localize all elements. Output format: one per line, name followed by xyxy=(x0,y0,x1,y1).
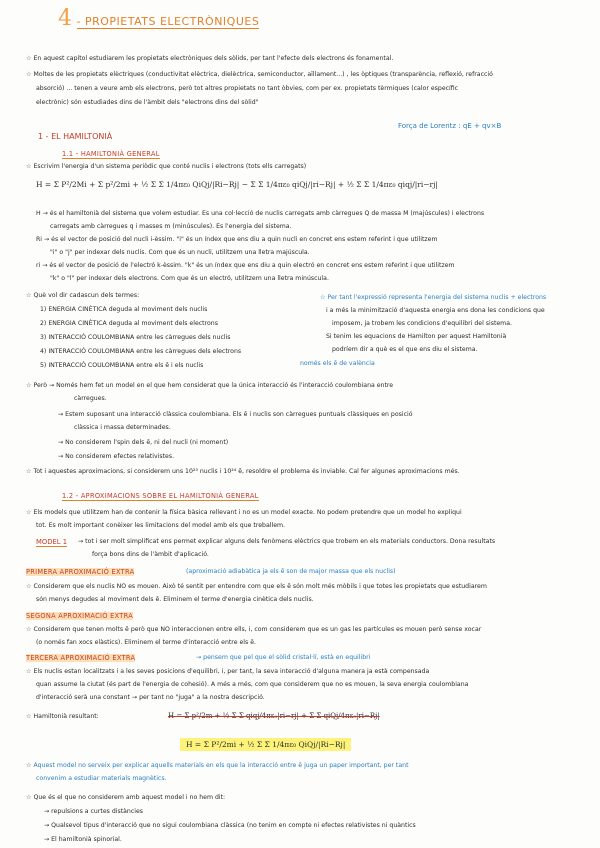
intro-line-1: ☆ En aquest capítol estudiarem les propietats electròniques dels sòlids, per tant l'efecte dels electrons és fonamental. xyxy=(26,55,394,62)
term-1: 1) ENERGIA CINÈTICA deguda al moviment dels nuclis xyxy=(40,306,208,313)
term-2: 2) ENERGIA CINÈTICA deguda al moviment dels electrons xyxy=(40,320,218,327)
def-line-1: H → és el hamiltonià del sistema que volem estudiar. Es una col·lecció de nuclis carregats amb càrregues Q de massa M (majúscules) i electrons xyxy=(36,210,485,217)
valence-note: només els ē de valència xyxy=(300,360,375,367)
section-1-title: 1 - EL HAMILTONIÀ xyxy=(38,132,113,141)
aprox1-note: (aproximació adiabàtica ja els ē son de major massa que els nuclis) xyxy=(186,568,396,575)
def-line-6: "k" o "l" per indexar dels electrons. Com que és un electró, utilitzem una lletra minúscula. xyxy=(50,275,329,282)
terms-note-5: podríem dir a què es el que ens diu el sistema. xyxy=(332,346,478,353)
aprox2-line-2: (o només fan xocs elàstics). Eliminem el terme d'interacció entre els ē. xyxy=(36,639,256,646)
terms-note-1: ☆ Per tant l'expressió representa l'energia del sistema nuclis + electrons xyxy=(320,294,547,301)
terms-intro: ☆ Què vol dir cadascun dels termes: xyxy=(26,292,140,299)
def-line-4: "i" o "j" per indexar dels nuclis. Com que és un nucli, utilitzem una lletra majúscula. xyxy=(50,249,310,256)
def-line-3: Ri → és el vector de posició del nucli i-èssim. "i" és un índex que ens diu a quin nucli en concret ens estem referint i que utilitzem xyxy=(36,236,438,243)
ham-final-formula: H = Σ P²/2mi + ½ Σ Σ 1/4πε₀ QiQj/|Ri−Rj| xyxy=(180,738,351,751)
terms-note-3: imposem, ja trobem les condicions d'equilibri del sistema. xyxy=(332,320,512,327)
total-line: ☆ Tot i aquestes aproximacions, si considerem uns 10²³ nuclis i 10²⁴ ē, resoldre el problema és inviable. Cal fer algunes aproximacions més. xyxy=(26,468,460,475)
pero-line-5: → No considerem l'spin dels ē, ni del nucli (ni moment) xyxy=(58,439,229,446)
sec12-line-1: ☆ Els models que utilitzem han de contenir la física bàsica rellevant i no es un model exacte. No podem pretendre que un model ho expliqui xyxy=(26,509,462,516)
model1-line-2: força bons dins de l'àmbit d'aplicació. xyxy=(92,551,209,558)
ignore-item-3: → El hamiltonià spinorial. xyxy=(44,836,122,843)
intro-line-4: electrònic) són estudiades dins de l'àmbit dels "electrons dins del sòlid" xyxy=(36,99,259,106)
aprox1-line-1: ☆ Considerem que els nuclis NO es mouen. Això té sentit per entendre com que els ē són molt més mòbils i que totes les propietats que estudiarem xyxy=(26,583,487,590)
intro-line-2: ☆ Moltes de les propietats elèctriques (conductivitat elèctrica, dielèctrica, semiconductor, aïllament...) , les òptiques (transparència, reflexió, refracció xyxy=(26,71,493,78)
ignore-item-2: → Qualsevol tipus d'interacció que no sigui coulombiana clàssica (no tenim en compte ni efectes relativistes ni quàntics xyxy=(44,822,416,829)
concl-line-2: convenim a estudiar materials magnètics. xyxy=(36,775,167,782)
model1-line-1: → tot i ser molt simplificat ens permet explicar alguns dels fenòmens elèctrics que trobem en els materials conductors. Dona resultats xyxy=(78,538,496,545)
concl-line-1: ☆ Aquest model no serveix per explicar aquells materials en els que la interacció entre ē juga un paper important, per tant xyxy=(26,762,409,769)
aprox3-line-3: d'interacció serà una constant → per tant no "juga" a la nostra descripció. xyxy=(36,694,265,701)
ignore-item-1: → repulsions a curtes distàncies xyxy=(44,808,143,815)
ham-intro: ☆ Escrivim l'energia d'un sistema periòdic que conté nuclis i electrons (tots ells carregats) xyxy=(26,163,307,170)
hamiltonian-formula: H = Σ P²/2Mi + Σ p²/2mi + ½ Σ Σ 1/4πε₀ QiQj/|Ri−Rj| − Σ Σ 1/4πε₀ qiQj/|ri−Rj| + ½ Σ Σ 1/4πε₀ qiqj/|ri−rj| xyxy=(36,180,438,189)
aprox1-title: PRIMERA APROXIMACIÓ EXTRA xyxy=(26,568,135,576)
pero-line-1: ☆ Però → Només hem fet un model en el que hem considerat que la única interacció és l'interacció coulombiana entre xyxy=(26,382,394,389)
terms-note-4: Si tenim les equacions de Hamilton per aquest Hamiltonià xyxy=(326,333,507,340)
ham-result-formula: H = Σ p²/2m + ½ Σ Σ qiqj/4πε₀|ri−rj| + Σ Σ qiQj/4πε₀|ri−Rj| xyxy=(168,712,380,720)
ignore-intro: ☆ Que és el que no considerem amb aquest model i no hem dit: xyxy=(26,794,226,801)
aprox1-line-2: són menys degudes al moviment dels ē. Eliminem el terme d'energia cinètica dels nuclis. xyxy=(36,596,314,603)
title-text: - PROPIETATS ELECTRÒNIQUES xyxy=(76,15,260,28)
aprox2-title: SEGONA APROXIMACIÓ EXTRA xyxy=(26,612,134,620)
model1-label: MODEL 1 xyxy=(36,538,68,546)
aprox3-line-1: ☆ Els nuclis estan localitzats i a les seves posicions d'equilibri, i, per tant, la seva interacció d'alguna manera ja està compensada xyxy=(26,668,430,675)
pero-line-4: clàssica i massa determinades. xyxy=(74,424,171,431)
page-title xyxy=(58,6,259,31)
terms-note-2: i a més la minimització d'aquesta energia ens dona les condicions que xyxy=(326,307,545,314)
pero-line-6: → No considerem efectes relativistes. xyxy=(58,453,175,460)
aprox2-line-1: ☆ Considerem que tenen molts ē però que NO interaccionen entre ells, i, com considerem que es un gas les partícules es mouen però sense xocar xyxy=(26,626,482,633)
def-line-5: ri → és el vector de posició de l'electró k-èssim. "k" és un índex que ens diu a quin electró en concret ens estem referint i que utilitzem xyxy=(36,262,455,269)
pero-line-3: → Estem suposant una interacció clàssica coulombiana. Els ē i nuclis son càrregues puntuals clàssiques en posició xyxy=(58,411,413,418)
term-3: 3) INTERACCIÓ COULOMBIANA entre les càrregues dels nuclis xyxy=(40,334,231,341)
ham-result-label: ☆ Hamiltonià resultant: xyxy=(26,713,99,720)
lorentz-note: Força de Lorentz : qE + qv×B xyxy=(398,122,502,130)
def-line-2: carregats amb càrregues q i masses m (minúscules). Es l'energia del sistema. xyxy=(50,223,292,230)
pero-line-2: càrregues. xyxy=(74,395,107,402)
aprox3-title: TERCERA APROXIMACIÓ EXTRA xyxy=(26,654,136,662)
sec12-line-2: tot. Es molt important conèixer les limitacions del model amb els que treballem. xyxy=(36,522,285,529)
aprox3-line-2: quan assume la ciutat (és part de l'energia de cohesió). A més a més, com que considerem que no es mouen, la seva energia coulombiana xyxy=(36,681,469,688)
section-1-1-title: 1.1 - HAMILTONIÀ GENERAL xyxy=(62,150,160,158)
term-5: 5) INTERACCIÓ COULOMBIANA entre els ē i els nuclis xyxy=(40,362,204,369)
section-1-2-title: 1.2 - APROXIMACIONS SOBRE EL HAMILTONIÀ GENERAL xyxy=(62,492,259,500)
aprox3-note: → pensem que pel que el sòlid cristal·lí, està en equilibri xyxy=(196,654,371,661)
intro-line-3: absorció) ... tenen a veure amb els electrons, però tot altres propietats no tant òbvies, com per ex. propietats tèrmiques (calor específic xyxy=(36,85,459,92)
term-4: 4) INTERACCIÓ COULOMBIANA entre les càrregues dels electrons xyxy=(40,348,242,355)
title-number: 4 xyxy=(58,6,73,31)
